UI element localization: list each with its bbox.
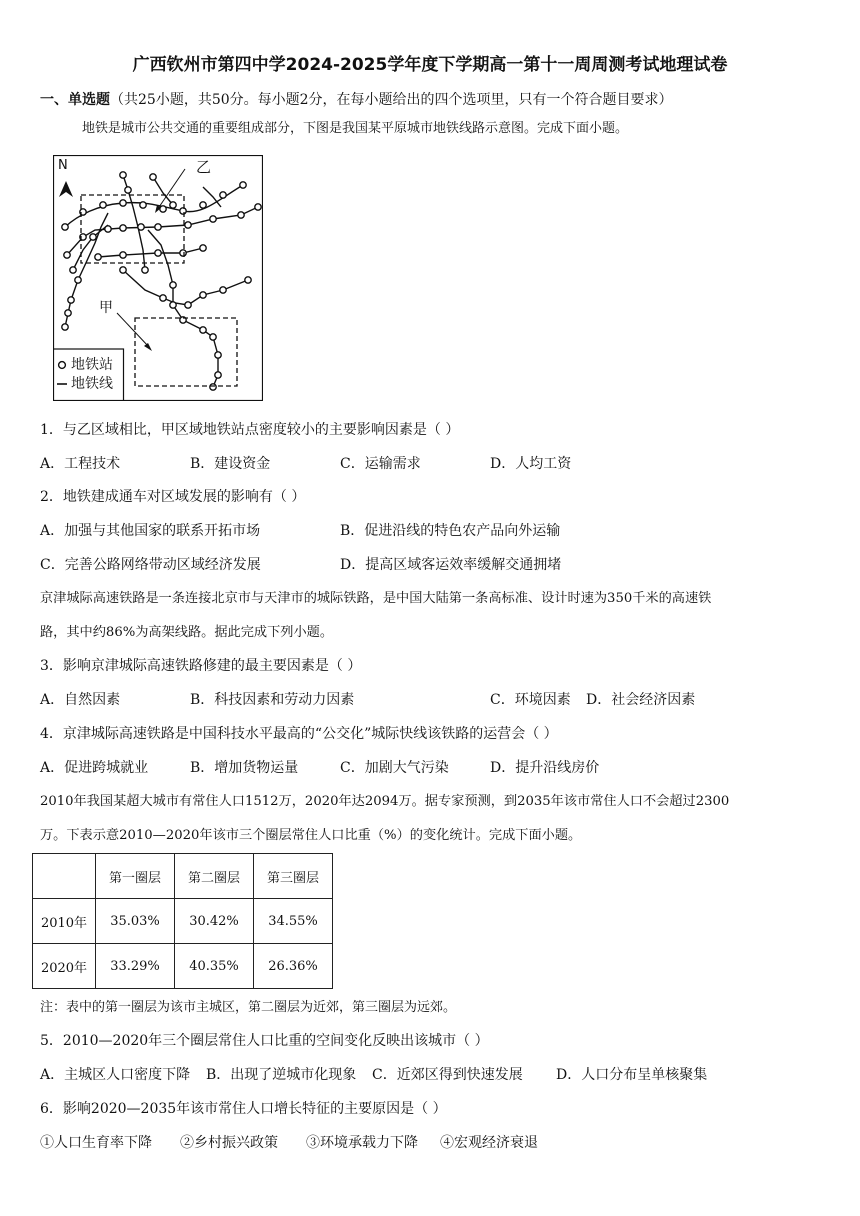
table-cell: 35.03% bbox=[96, 899, 175, 944]
table-cell: 33.29% bbox=[96, 944, 175, 989]
intro-railway-line2: 路，其中约86%为高架线路。据此完成下列小题。 bbox=[40, 625, 334, 640]
q5-option-d[interactable]: D．人口分布呈单核聚集 bbox=[556, 1067, 708, 1083]
table-header-cell: 第二圈层 bbox=[175, 854, 254, 899]
q4-option-c[interactable]: C．加剧大气污染 bbox=[340, 760, 449, 776]
q4-option-b[interactable]: B．增加货物运量 bbox=[190, 760, 299, 776]
question-2: 2．地铁建成通车对区域发展的影响有（ ） bbox=[40, 489, 306, 505]
table-header-cell bbox=[33, 854, 96, 899]
q5-option-a[interactable]: A．主城区人口密度下降 bbox=[40, 1067, 191, 1083]
q3-option-d[interactable]: D．社会经济因素 bbox=[586, 692, 696, 708]
map-label-jia: 甲 bbox=[99, 300, 113, 316]
q6-item-3[interactable]: ③环境承载力下降 bbox=[306, 1135, 418, 1151]
q5-option-c[interactable]: C．近郊区得到快速发展 bbox=[372, 1067, 523, 1083]
table-cell: 2020年 bbox=[33, 944, 96, 989]
q4-option-a[interactable]: A．促进跨城就业 bbox=[40, 760, 149, 776]
intro-population-line2: 万。下表示意2010—2020年该市三个圈层常住人口比重（%）的变化统计。完成下面小题。 bbox=[40, 828, 582, 843]
q1-option-c[interactable]: C．运输需求 bbox=[340, 456, 421, 472]
table-cell: 2010年 bbox=[33, 899, 96, 944]
q1-option-a[interactable]: A．工程技术 bbox=[40, 456, 121, 472]
table-cell: 34.55% bbox=[254, 899, 333, 944]
q1-option-b[interactable]: B．建设资金 bbox=[190, 456, 271, 472]
q3-option-c[interactable]: C．环境因素 bbox=[490, 692, 571, 708]
question-1: 1．与乙区域相比，甲区域地铁站点密度较小的主要影响因素是（ ） bbox=[40, 422, 460, 438]
q3-option-a[interactable]: A．自然因素 bbox=[40, 692, 121, 708]
q5-option-b[interactable]: B．出现了逆城市化现象 bbox=[206, 1067, 357, 1083]
q6-item-2[interactable]: ②乡村振兴政策 bbox=[180, 1135, 278, 1151]
intro-population-line1: 2010年我国某超大城市有常住人口1512万，2020年达2094万。据专家预测，到2035年该市常住人口不会超过2300 bbox=[40, 794, 730, 809]
table-note: 注：表中的第一圈层为该市主城区，第二圈层为近郊，第三圈层为远郊。 bbox=[40, 1000, 457, 1015]
q4-option-d[interactable]: D．提升沿线房价 bbox=[490, 760, 600, 776]
population-table bbox=[32, 853, 333, 989]
question-5: 5．2010—2020年三个圈层常住人口比重的空间变化反映出该城市（ ） bbox=[40, 1033, 489, 1049]
page-title: 广西钦州市第四中学2024-2025学年度下学期高一第十一周周测考试地理试卷 bbox=[132, 55, 728, 75]
section-desc: （共25小题，共50分。每小题2分，在每小题给出的四个选项里，只有一个符合题目要求） bbox=[110, 92, 673, 108]
intro-subway: 地铁是城市公共交通的重要组成部分，下图是我国某平原城市地铁线路示意图。完成下面小题。 bbox=[82, 121, 629, 136]
question-4: 4．京津城际高速铁路是中国科技水平最高的“公交化”城际快线该铁路的运营会（ ） bbox=[40, 726, 558, 742]
table-cell: 26.36% bbox=[254, 944, 333, 989]
table-cell: 30.42% bbox=[175, 899, 254, 944]
table-header-row bbox=[33, 854, 333, 899]
q2-option-b[interactable]: B．促进沿线的特色农产品向外运输 bbox=[340, 523, 561, 539]
north-label: N bbox=[58, 158, 68, 173]
q3-option-b[interactable]: B．科技因素和劳动力因素 bbox=[190, 692, 355, 708]
question-3: 3．影响京津城际高速铁路修建的最主要因素是（ ） bbox=[40, 658, 362, 674]
q1-option-d[interactable]: D．人均工资 bbox=[490, 456, 572, 472]
intro-railway-line1: 京津城际高速铁路是一条连接北京市与天津市的城际铁路，是中国大陆第一条高标准、设计时速为350千米的高速铁 bbox=[40, 591, 712, 606]
section-header bbox=[40, 93, 673, 107]
table-header-cell: 第一圈层 bbox=[96, 854, 175, 899]
table-header-cell: 第三圈层 bbox=[254, 854, 333, 899]
q6-item-4[interactable]: ④宏观经济衰退 bbox=[440, 1135, 538, 1151]
subway-map bbox=[53, 155, 263, 401]
map-label-yi: 乙 bbox=[196, 158, 212, 176]
q6-item-1[interactable]: ①人口生育率下降 bbox=[40, 1135, 152, 1151]
q2-option-c[interactable]: C．完善公路网络带动区域经济发展 bbox=[40, 557, 261, 573]
table-cell: 40.35% bbox=[175, 944, 254, 989]
q2-option-d[interactable]: D．提高区域客运效率缓解交通拥堵 bbox=[340, 557, 562, 573]
table-row bbox=[33, 944, 333, 989]
question-6: 6．影响2020—2035年该市常住人口增长特征的主要原因是（ ） bbox=[40, 1101, 447, 1117]
section-name: 一、单选题 bbox=[40, 92, 110, 108]
table-row bbox=[33, 899, 333, 944]
legend-station-label: 地铁站 bbox=[71, 357, 113, 373]
q2-option-a[interactable]: A．加强与其他国家的联系开拓市场 bbox=[40, 523, 261, 539]
legend-line-label: 地铁线 bbox=[71, 376, 113, 392]
